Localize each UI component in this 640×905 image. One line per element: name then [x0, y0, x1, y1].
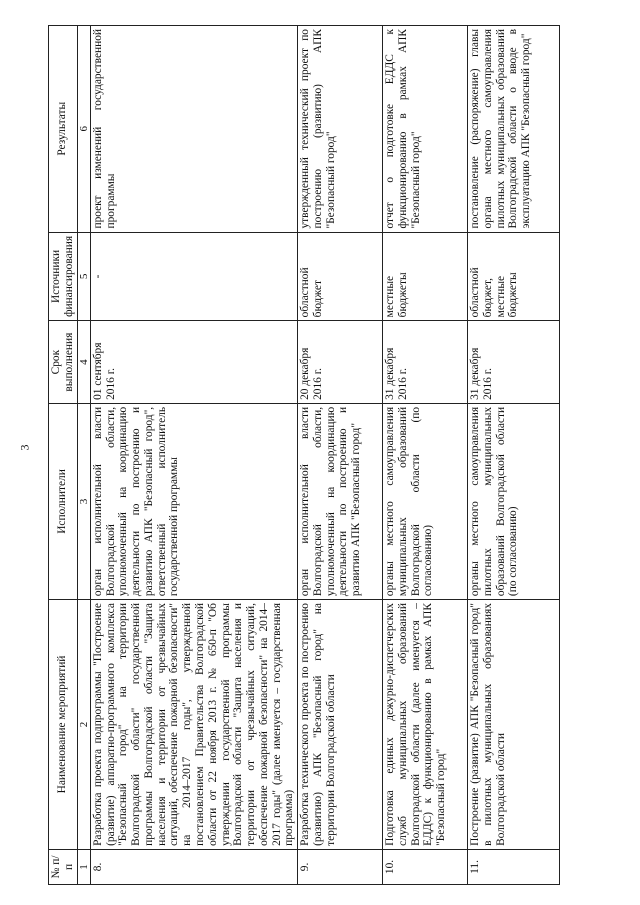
activity-name: Построение (развитие) АПК "Безопасный город" в пилотных муниципальных образованиях Волгоградской области [468, 600, 560, 850]
funding-source: областной бюджет [298, 232, 383, 321]
executor: орган исполнительной власти Волгоградской области, уполномоченный на координацию деятельности по построению и развитию АПК "Безопасный город" [298, 403, 383, 599]
funding-source: областной бюджет, местные бюджеты [468, 232, 560, 321]
activity-name: Подготовка единых дежурно-диспетчерских служб муниципальных образований Волгоградской области (далее именуется – ЕДДС) к функционированию в рамках АПК "Безопасный город" [383, 600, 468, 850]
column-index-row [77, 26, 90, 885]
table-row [468, 26, 560, 885]
document-table-container [48, 25, 588, 885]
row-number: 9. [298, 849, 383, 884]
header-num: № п/п [49, 849, 78, 884]
header-name: Наименование мероприятий [49, 600, 78, 850]
deadline: 31 декабря 2016 г. [383, 321, 468, 404]
result: проект изменений государственной программы [90, 26, 297, 233]
column-index: 3 [77, 403, 90, 599]
deadline: 01 сентября 2016 г. [90, 321, 297, 404]
result: постановление (распоряжение) главы органа местного самоуправления пилотных муниципальных образований Волгоградской области о вводе в эксплуатацию АПК "Безопасный город" [468, 26, 560, 233]
column-index: 1 [77, 849, 90, 884]
column-index: 2 [77, 600, 90, 850]
funding-source: местные бюджеты [383, 232, 468, 321]
activity-name: Разработка технического проекта по построению (развитию) АПК "Безопасный город" на территории Волгоградской области [298, 600, 383, 850]
result: отчет о подготовке ЕДДС к функционированию в рамках АПК "Безопасный город" [383, 26, 468, 233]
table-row [383, 26, 468, 885]
result: утвержденный технический проект по построению (развитию) АПК "Безопасный город" [298, 26, 383, 233]
executor: орган исполнительной власти Волгоградской области, уполномоченный на координацию деятельности по построению и развитию АПК "Безопасный город", ответственный исполнитель государственной программы [90, 403, 297, 599]
row-number: 8. [90, 849, 297, 884]
header-executor: Исполнители [49, 403, 78, 599]
header-row [49, 26, 78, 885]
header-term: Срок выполнения [49, 321, 78, 404]
table-row [298, 26, 383, 885]
deadline: 31 декабря 2016 г. [468, 321, 560, 404]
deadline: 20 декабря 2016 г. [298, 321, 383, 404]
executor: органы местного самоуправления муниципальных образований Волгоградской области (по согласованию) [383, 403, 468, 599]
page-number: 3 [17, 444, 32, 451]
row-number: 11. [468, 849, 560, 884]
row-number: 10. [383, 849, 468, 884]
executor: органы местного самоуправления пилотных муниципальных образований Волгоградской области (по согласованию) [468, 403, 560, 599]
activity-name: Разработка проекта подпрограммы "Построение (развитие) аппаратно-программного комплекса "Безопасный город" на территории Волгоградской области" государственной программы Волгоградской области "Защита населения и территории от чрезвычайных ситуаций, обеспечение пожарной безопасности" на 2014–2017 годы", утвержденной постановлением Правительства Волгоградской области от 22 ноября 2013 г. № 650-п "Об утверждении государственной программы Волгоградской области "Защита населения и территории от чрезвычайных ситуаций, обеспечение пожарной безопасности" на 2014–2017 годы" (далее именуется – государственная программа) [90, 600, 297, 850]
activities-table [48, 25, 560, 885]
header-source: Источники финансирования [49, 232, 78, 321]
funding-source: - [90, 232, 297, 321]
table-row [90, 26, 297, 885]
column-index: 6 [77, 26, 90, 233]
header-result: Результаты [49, 26, 78, 233]
column-index: 5 [77, 232, 90, 321]
column-index: 4 [77, 321, 90, 404]
